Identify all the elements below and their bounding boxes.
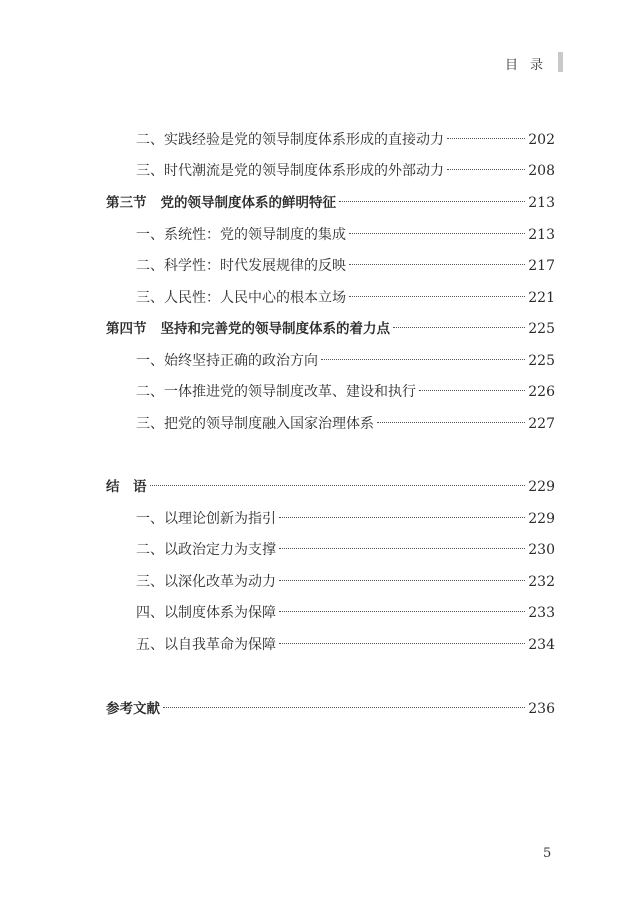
toc-section-title: 坚持和完善党的领导制度体系的着力点 [160,321,390,337]
toc-entry-page: 232 [528,574,555,590]
toc-entry-page: 229 [528,511,555,527]
toc-entry-page: 202 [528,132,555,148]
toc-chapter-entry[interactable] [106,477,555,497]
toc-entry[interactable] [136,572,555,592]
toc-entry[interactable] [136,414,555,434]
toc-entry-page: 229 [528,479,555,495]
toc-leader-dots [150,485,526,486]
toc-entry[interactable] [136,351,555,371]
toc-entry-title: 一、以理论创新为指引 [136,511,276,527]
toc-entry[interactable] [136,509,555,529]
toc-entry[interactable] [136,288,555,308]
toc-entry-page: 234 [528,637,555,653]
toc-entry[interactable] [136,635,555,655]
toc-leader-dots [349,296,525,297]
running-head: 目录 [504,58,555,73]
toc-entry-page: 217 [528,258,555,274]
toc-entry[interactable] [136,130,555,150]
toc-leader-dots [447,138,525,139]
toc-leader-dots [163,707,525,708]
toc-chapter-title: 参考文献 [106,701,160,717]
toc-leader-dots [393,327,525,328]
toc-leader-dots [279,517,525,518]
toc-leader-dots [279,580,525,581]
toc-entry-title: 三、人民性：人民中心的根本立场 [136,290,346,306]
toc-entry-page: 221 [528,290,555,306]
toc-leader-dots [279,643,525,644]
toc-chapter-title: 结 语 [106,479,147,495]
toc-entry[interactable] [136,540,555,560]
toc-entry-page: 230 [528,542,555,558]
toc-entry[interactable] [136,382,555,402]
toc-entry-title: 一、始终坚持正确的政治方向 [136,353,318,369]
toc-entry-title: 三、时代潮流是党的领导制度体系形成的外部动力 [136,163,444,179]
toc-entry[interactable] [136,225,555,245]
toc-section-label: 第三节 [106,195,147,211]
toc-leader-dots [419,390,525,391]
toc-entry-page: 213 [528,227,555,243]
toc-entry-title: 二、一体推进党的领导制度改革、建设和执行 [136,384,416,400]
toc-leader-dots [349,264,525,265]
toc-entry-title: 二、以政治定力为支撑 [136,542,276,558]
toc-entry-page: 233 [528,605,555,621]
toc-entry-title: 二、科学性：时代发展规律的反映 [136,258,346,274]
toc-entry[interactable] [136,603,555,623]
toc-entry-title: 一、系统性：党的领导制度的集成 [136,227,346,243]
toc-entry[interactable] [136,256,555,276]
toc-leader-dots [279,548,525,549]
toc-entry[interactable] [136,161,555,181]
toc-entry-page: 225 [528,353,555,369]
toc-entry-page: 225 [528,321,555,337]
toc-entry-title: 五、以自我革命为保障 [136,637,276,653]
toc-section-entry[interactable] [106,193,555,213]
toc-chapter-entry[interactable] [106,699,555,719]
toc-entry-title: 三、以深化改革为动力 [136,574,276,590]
toc-entry-page: 227 [528,416,555,432]
running-head-bar [558,52,563,72]
toc-section-entry[interactable] [106,319,555,339]
toc-leader-dots [339,201,525,202]
toc-entry-page: 236 [528,701,555,717]
toc-entry-title: 四、以制度体系为保障 [136,605,276,621]
toc-leader-dots [279,611,525,612]
toc-entry-title: 二、实践经验是党的领导制度体系形成的直接动力 [136,132,444,148]
page-number: 5 [543,846,552,861]
toc-leader-dots [349,233,525,234]
toc-entry-title: 三、把党的领导制度融入国家治理体系 [136,416,374,432]
toc-section-label: 第四节 [106,321,147,337]
toc-leader-dots [377,422,525,423]
toc-entry-page: 213 [528,195,555,211]
toc-leader-dots [321,359,525,360]
toc-leader-dots [447,169,525,170]
toc-entry-page: 226 [528,384,555,400]
toc-section-title: 党的领导制度体系的鲜明特征 [160,195,336,211]
toc-entry-page: 208 [528,163,555,179]
